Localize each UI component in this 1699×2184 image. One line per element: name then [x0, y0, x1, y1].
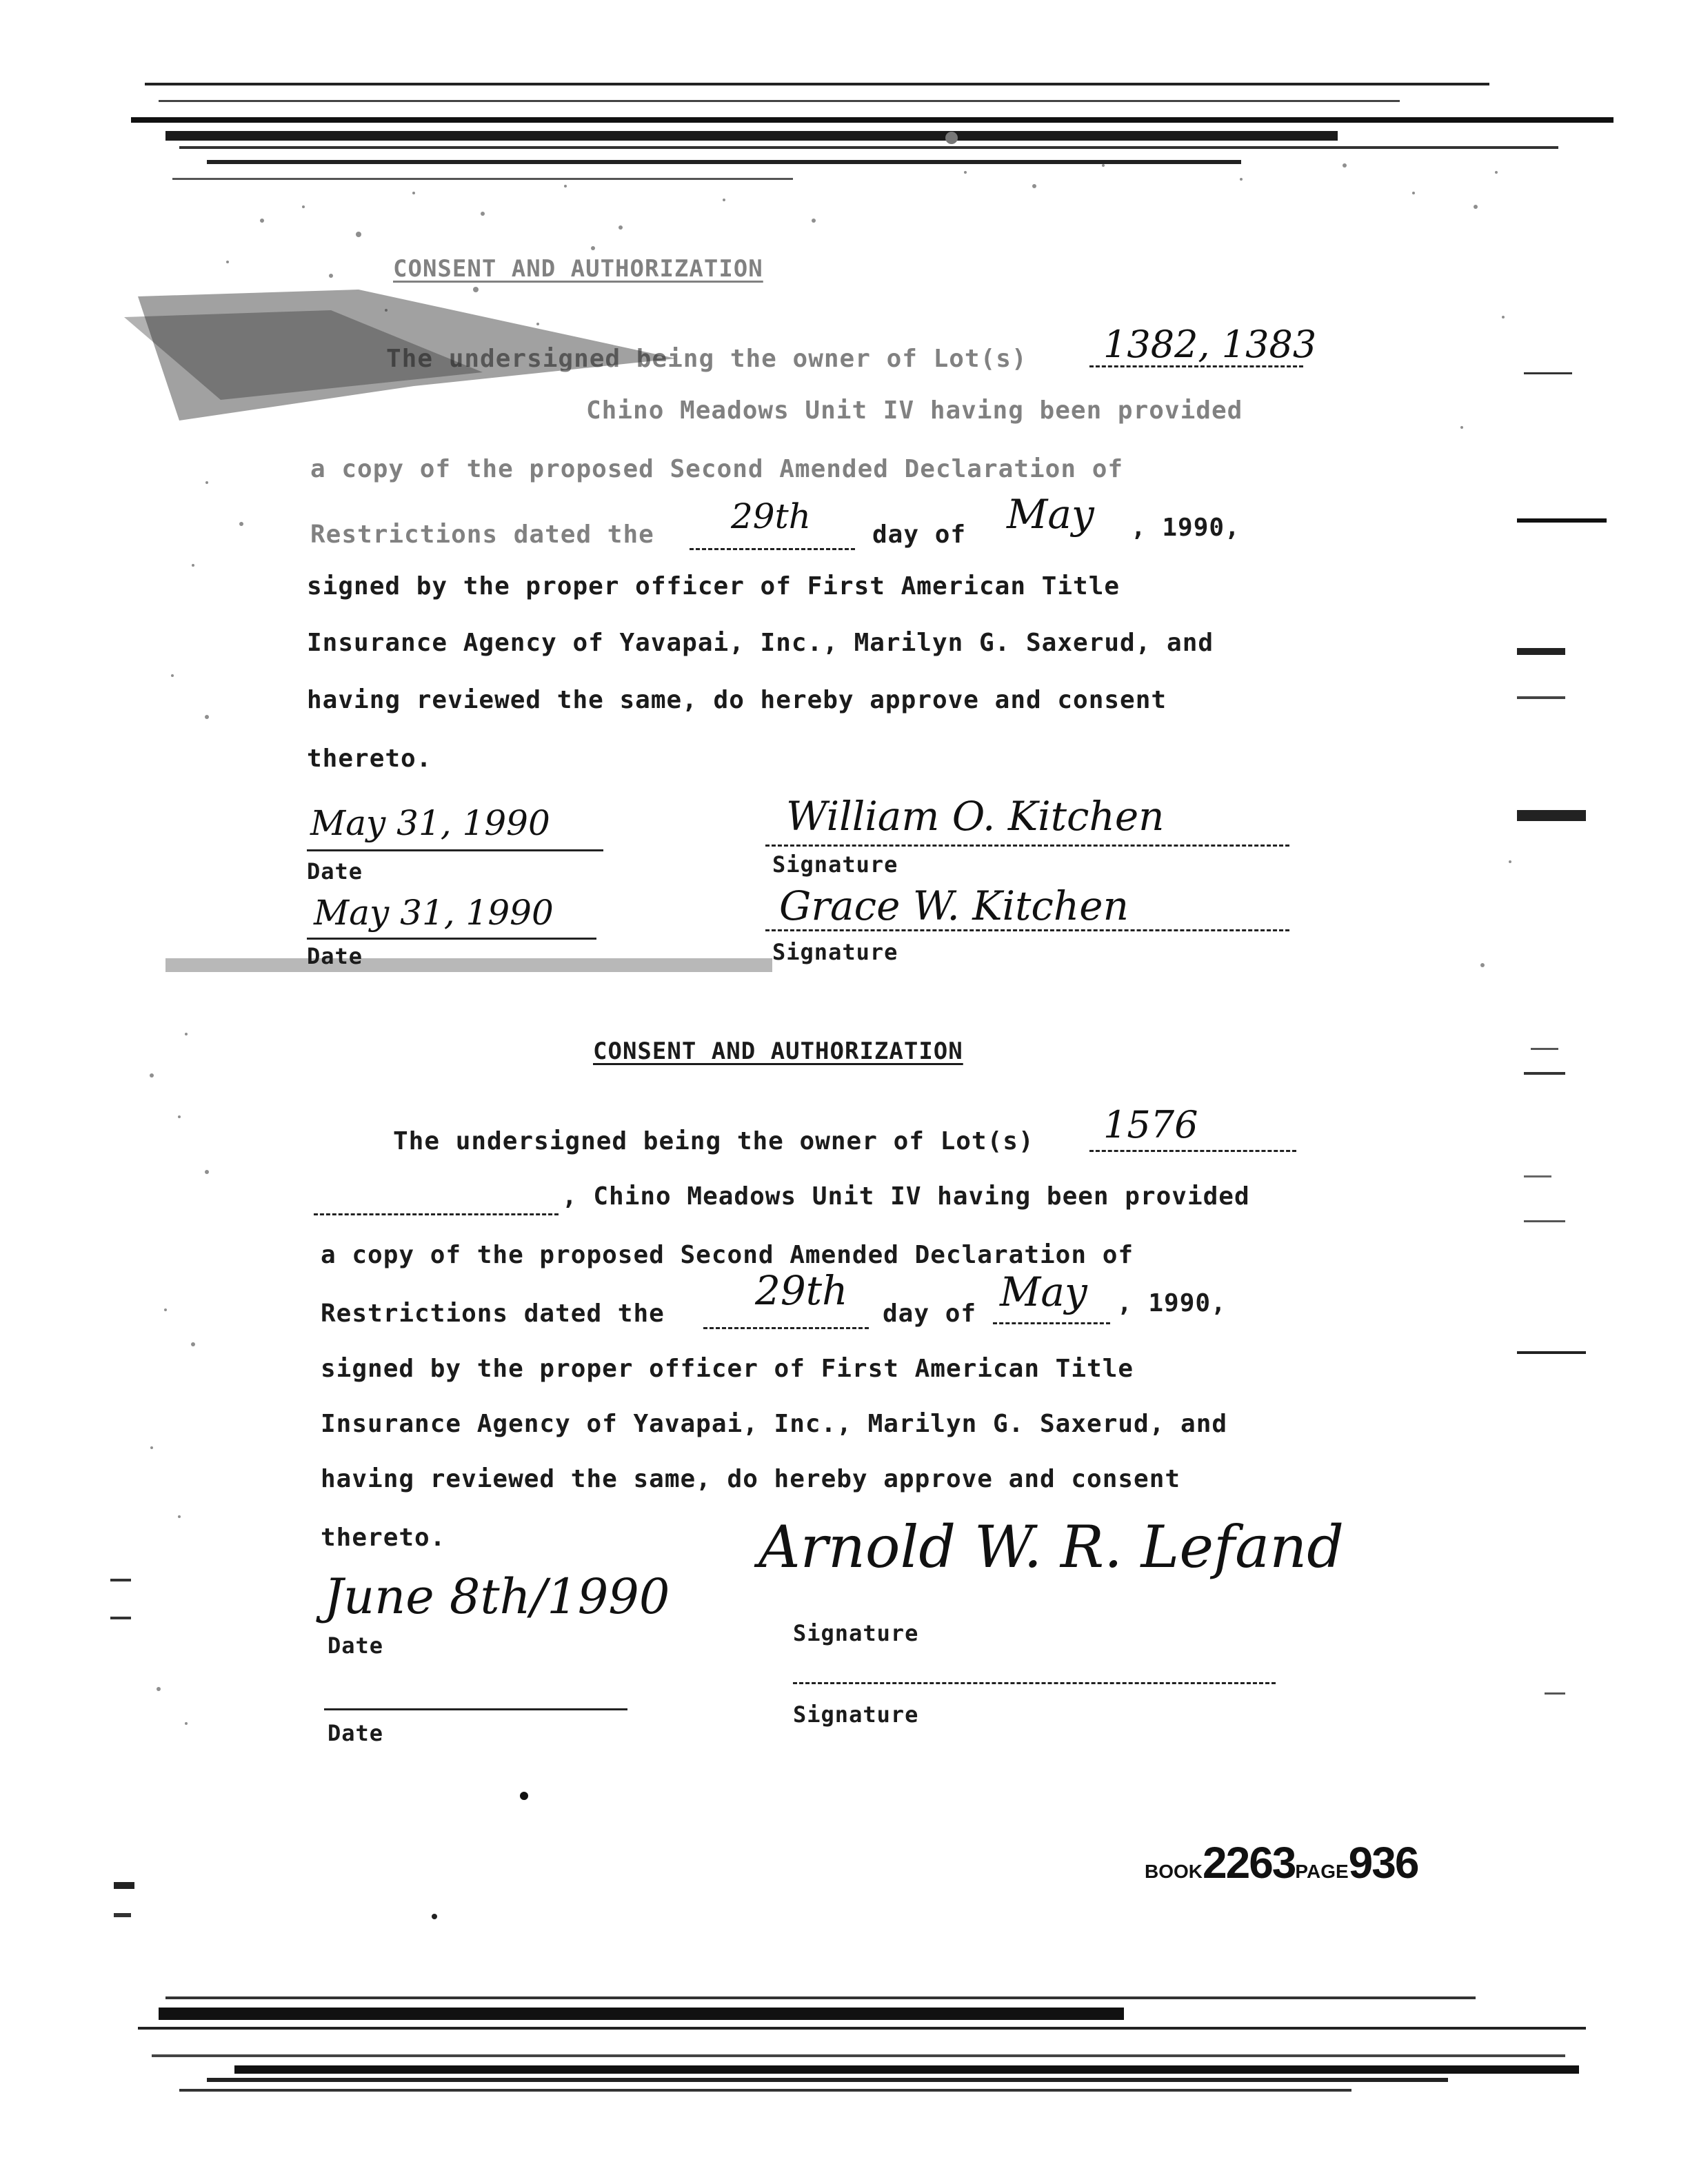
consent-1-day: 29th	[731, 496, 811, 536]
consent-1-signature-2-line	[765, 929, 1289, 931]
consent-1-line-4c: , 1990,	[1131, 514, 1240, 542]
scan-dot	[520, 1792, 528, 1800]
consent-2-line-7: having reviewed the same, do hereby approve and consent	[321, 1465, 1181, 1493]
consent-1-line-2: Chino Meadows Unit IV having been provided	[586, 396, 1243, 425]
consent-1-date-2-value: May 31, 1990	[314, 893, 554, 933]
bottom-streak	[207, 2078, 1448, 2082]
bottom-streak	[152, 2054, 1565, 2057]
book-number: 2263	[1203, 1838, 1296, 1888]
top-streak	[131, 117, 1613, 123]
top-streak	[179, 146, 1558, 149]
consent-1-lots-line	[1089, 365, 1303, 367]
consent-2-signature-2-label: Signature	[793, 1701, 919, 1728]
consent-2-line-4b: day of	[883, 1300, 977, 1328]
book-page-stamp	[1145, 1837, 1418, 1888]
edge-mark	[1524, 1072, 1565, 1075]
consent-2-signature-1: Arnold W. R. Lefand	[758, 1513, 1345, 1581]
consent-1-title: CONSENT AND AUTHORIZATION	[393, 255, 763, 283]
consent-1-line-5: signed by the proper officer of First American Title	[307, 572, 1120, 600]
consent-2-line-4a: Restrictions dated the	[321, 1300, 665, 1328]
consent-1-signature-2-label: Signature	[772, 939, 898, 965]
consent-1-day-line	[690, 548, 855, 550]
edge-mark	[114, 1913, 131, 1917]
edge-mark	[1545, 1692, 1565, 1695]
top-streak	[145, 83, 1489, 85]
consent-1-date-1-line	[307, 849, 603, 851]
consent-2-date-1-value: June 8th/1990	[324, 1568, 670, 1625]
consent-1-date-1-value: May 31, 1990	[310, 803, 550, 843]
edge-mark	[1517, 696, 1565, 699]
consent-1-line-3: a copy of the proposed Second Amended Declaration of	[310, 455, 1124, 483]
consent-2-day: 29th	[755, 1267, 848, 1314]
consent-1-line-4b: day of	[872, 520, 967, 549]
consent-2-line-2: , Chino Meadows Unit IV having been provided	[562, 1182, 1250, 1211]
consent-2-month: May	[1000, 1268, 1087, 1315]
edge-mark	[1524, 1220, 1565, 1222]
bottom-streak	[159, 2008, 1124, 2020]
consent-2-line-4c: , 1990,	[1117, 1289, 1227, 1317]
edge-mark	[1517, 1351, 1586, 1354]
edge-mark	[1524, 372, 1572, 374]
edge-mark	[1524, 1175, 1551, 1177]
page-number: 936	[1348, 1838, 1418, 1888]
consent-2-line-6: Insurance Agency of Yavapai, Inc., Marilyn G. Saxerud, and	[321, 1410, 1228, 1438]
consent-1-month: May	[1007, 491, 1094, 538]
page-label: PAGE	[1295, 1861, 1349, 1882]
consent-2-day-line	[703, 1327, 869, 1329]
consent-2-line-5: signed by the proper officer of First American Title	[321, 1355, 1134, 1383]
consent-2-signature-1-label: Signature	[793, 1620, 919, 1646]
consent-1-signature-1-line	[765, 845, 1289, 847]
consent-2-line-8: thereto.	[321, 1524, 446, 1552]
consent-2-line-1: The undersigned being the owner of Lot(s)	[393, 1127, 1034, 1155]
bottom-streak	[234, 2065, 1579, 2074]
edge-mark	[110, 1579, 131, 1581]
consent-2-blank-line	[314, 1213, 559, 1215]
top-streak	[172, 178, 793, 180]
consent-1-line-8: thereto.	[307, 745, 432, 773]
consent-2-title: CONSENT AND AUTHORIZATION	[593, 1038, 963, 1065]
consent-1-line-1: The undersigned being the owner of Lot(s)	[386, 345, 1027, 373]
smudge-band	[165, 958, 772, 972]
book-label: BOOK	[1145, 1861, 1203, 1882]
consent-1-signature-1: William O. Kitchen	[786, 793, 1165, 840]
scan-dot	[432, 1914, 437, 1919]
top-streak	[159, 100, 1400, 102]
edge-mark	[110, 1617, 131, 1619]
top-streak	[165, 131, 1338, 141]
bottom-streak	[165, 1996, 1476, 1999]
consent-2-month-line	[993, 1322, 1110, 1324]
consent-2-line-3: a copy of the proposed Second Amended Declaration of	[321, 1241, 1134, 1269]
consent-1-date-2-line	[307, 938, 596, 940]
consent-2-lots: 1576	[1103, 1103, 1198, 1146]
scan-dot	[945, 132, 958, 144]
edge-mark	[1517, 810, 1586, 821]
consent-2-signature-2-line	[793, 1682, 1276, 1684]
consent-1-line-7: having reviewed the same, do hereby approve and consent	[307, 686, 1167, 714]
consent-1-line-6: Insurance Agency of Yavapai, Inc., Marilyn G. Saxerud, and	[307, 629, 1214, 657]
bottom-streak	[138, 2027, 1586, 2030]
consent-2-lots-line	[1089, 1150, 1296, 1152]
consent-2-date-2-label: Date	[328, 1720, 384, 1746]
bottom-streak	[179, 2089, 1351, 2092]
edge-mark	[1517, 518, 1607, 523]
consent-1-lots: 1382, 1383	[1103, 323, 1317, 366]
edge-mark	[114, 1882, 134, 1889]
edge-mark	[1517, 648, 1565, 655]
consent-1-date-2-label: Date	[307, 943, 363, 969]
consent-1-signature-2: Grace W. Kitchen	[779, 882, 1129, 929]
consent-2-date-2-line	[324, 1708, 627, 1710]
consent-1-line-4a: Restrictions dated the	[310, 520, 654, 549]
top-streak	[207, 160, 1241, 164]
edge-mark	[1531, 1048, 1558, 1050]
consent-2-date-1-label: Date	[328, 1632, 384, 1659]
consent-1-signature-1-label: Signature	[772, 851, 898, 878]
consent-1-date-1-label: Date	[307, 858, 363, 884]
